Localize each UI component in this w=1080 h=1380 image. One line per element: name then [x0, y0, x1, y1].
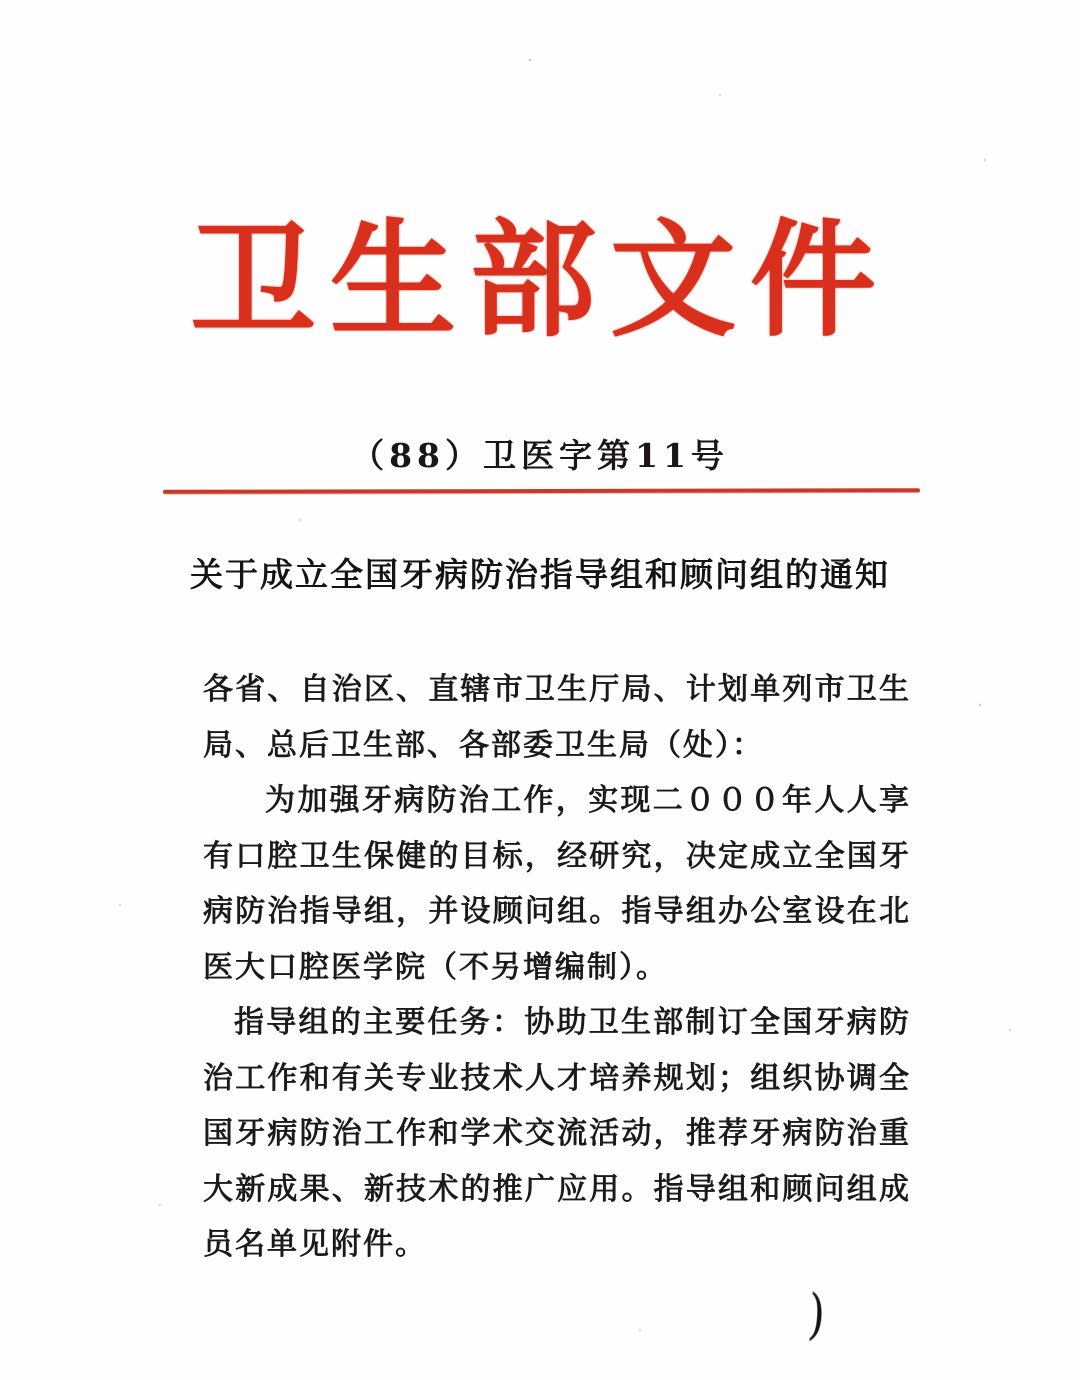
- red-separator-rule: [163, 488, 920, 494]
- body-line: 为加强牙病防治工作，实现二０００年人人享: [265, 783, 911, 818]
- agency-header-title: 卫生部文件: [190, 206, 890, 354]
- ink-smudge-mark: ): [805, 1282, 828, 1347]
- notice-title: 关于成立全国牙病防治指导组和顾问组的通知: [190, 555, 890, 594]
- body-line: 员名单见附件。: [203, 1227, 427, 1262]
- body-line: 指导组的主要任务：协助卫生部制订全国牙病防: [234, 1005, 911, 1040]
- body-line: 局、总后卫生部、各部委卫生局（处）：: [203, 727, 764, 763]
- body-line: 国牙病防治工作和学术交流活动，推荐牙病防治重: [203, 1116, 911, 1151]
- body-line: 病防治指导组，并设顾问组。指导组办公室设在北: [203, 894, 911, 929]
- document-number: （88）卫医字第11号: [351, 436, 729, 475]
- body-line: 医大口腔医学院（不另增编制）。: [203, 949, 668, 985]
- body-line: 大新成果、新技术的推广应用。指导组和顾问组成: [203, 1171, 911, 1207]
- body-line: 各省、自治区、直辖市卫生厅局、计划单列市卫生: [203, 672, 911, 707]
- document-body: [203, 662, 911, 1273]
- body-line: 治工作和有关专业技术人才培养规划；组织协调全: [203, 1060, 911, 1096]
- body-line: 有口腔卫生保健的目标，经研究，决定成立全国牙: [203, 838, 911, 874]
